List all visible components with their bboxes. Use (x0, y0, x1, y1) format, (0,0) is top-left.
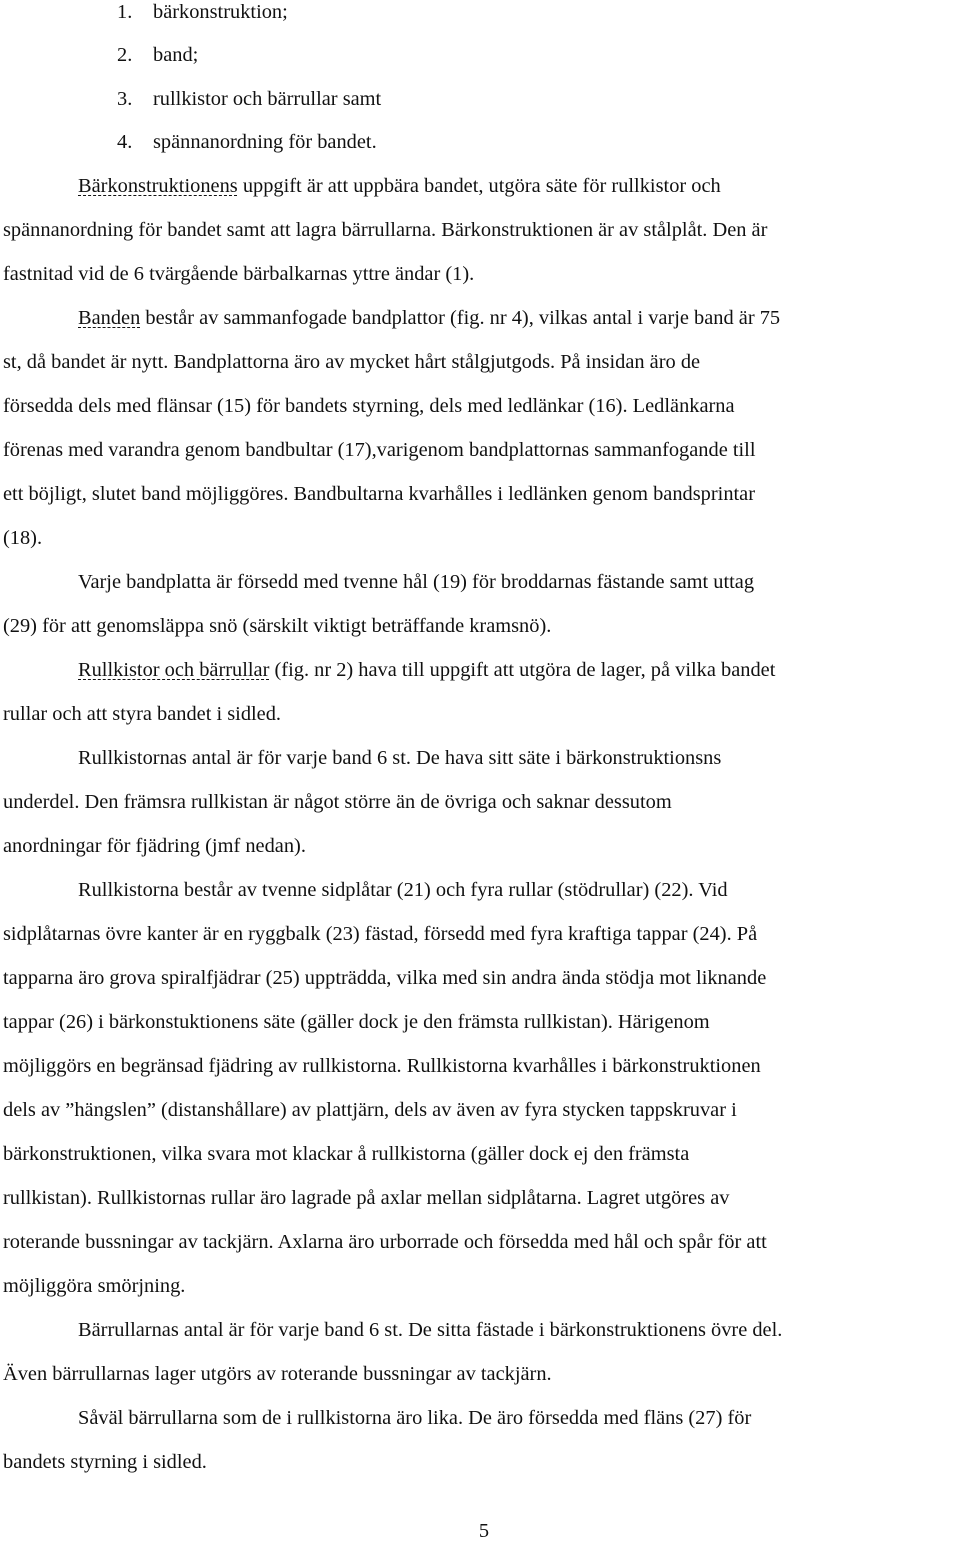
text-line: anordningar för fjädring (jmf nedan). (3, 835, 306, 857)
text-line: (18). (3, 527, 43, 549)
text-line: st, då bandet är nytt. Bandplattorna äro av mycket hårt stålgjutgods. På insidan äro de (3, 351, 701, 373)
text-line: Rullkistor och bärrullar (fig. nr 2) hava till uppgift att utgöra de lager, på vilka bandet (78, 659, 776, 681)
page-number: 5 (478, 1520, 490, 1542)
text-line: försedda dels med flänsar (15) för bandets styrning, dels med ledlänkar (16). Ledlänkarna (3, 395, 735, 417)
text-line: förenas med varandra genom bandbultar (17),varigenom bandplattornas sammanfogande till (3, 439, 756, 461)
section-term: Rullkistor och bärrullar (78, 659, 270, 681)
text-line: spännanordning för bandet samt att lagra bärrullarna. Bärkonstruktionen är av stålplåt. Den är (3, 219, 768, 241)
list-item-text: spännanordning för bandet. (153, 131, 377, 153)
list-item-number: 1. (117, 1, 133, 23)
list-item-text: rullkistor och bärrullar samt (153, 88, 382, 110)
text-line: Rullkistornas antal är för varje band 6 st. De hava sitt säte i bärkonstruktionsns (78, 747, 722, 769)
text-line: rullar och att styra bandet i sidled. (3, 703, 282, 725)
text-line: Rullkistorna består av tvenne sidplåtar (21) och fyra rullar (stödrullar) (22). Vid (78, 879, 728, 901)
text-line: Även bärrullarnas lager utgörs av roterande bussningar av tackjärn. (3, 1363, 552, 1385)
text-line: möjliggöra smörjning. (3, 1275, 186, 1297)
text-line: Bärkonstruktionens uppgift är att uppbära bandet, utgöra säte för rullkistor och (78, 175, 721, 197)
text-line: Bärrullarnas antal är för varje band 6 st. De sitta fästade i bärkonstruktionens övre del. (78, 1319, 783, 1341)
text-line: ett böjligt, slutet band möjliggöres. Bandbultarna kvarhålles i ledlänken genom bandsprintar (3, 483, 756, 505)
section-term: Bärkonstruktionens (78, 175, 238, 197)
list-item-number: 4. (117, 131, 133, 153)
text-line: roterande bussningar av tackjärn. Axlarna äro urborrade och försedda med hål och spår för att (3, 1231, 767, 1253)
text-line: fastnitad vid de 6 tvärgående bärbalkarnas yttre ändar (1). (3, 263, 475, 285)
text-line: Varje bandplatta är försedd med tvenne hål (19) för broddarnas fästande samt uttag (78, 571, 755, 593)
section-term: Banden (78, 307, 141, 329)
list-item-number: 3. (117, 88, 133, 110)
text-line: tapparna äro grova spiralfjädrar (25) uppträdda, vilka med sin andra ända stödja mot liknande (3, 967, 767, 989)
text-line: underdel. Den främsra rullkistan är något större än de övriga och saknar dessutom (3, 791, 672, 813)
list-item-text: band; (153, 44, 199, 66)
text-line: dels av ”hängslen” (distanshållare) av plattjärn, dels av även av fyra stycken tappskruvar i (3, 1099, 737, 1121)
list-item-text: bärkonstruktion; (153, 1, 288, 23)
text-line: bärkonstruktionen, vilka svara mot klackar å rullkistorna (gäller dock ej den främsta (3, 1143, 690, 1165)
text-line: Banden består av sammanfogade bandplattor (fig. nr 4), vilkas antal i varje band är 75 (78, 307, 781, 329)
list-item-number: 2. (117, 44, 133, 66)
text-line: bandets styrning i sidled. (3, 1451, 207, 1473)
text-line: möjliggörs en begränsad fjädring av rullkistorna. Rullkistorna kvarhålles i bärkonstruktionen (3, 1055, 761, 1077)
text-line: tappar (26) i bärkonstuktionens säte (gäller dock je den främsta rullkistan). Härigenom (3, 1011, 710, 1033)
text-line: sidplåtarnas övre kanter är en ryggbalk (23) fästad, försedd med fyra kraftiga tappar (24). På (3, 923, 758, 945)
text-line: Såväl bärrullarna som de i rullkistorna äro lika. De äro försedda med fläns (27) för (78, 1407, 752, 1429)
text-line: (29) för att genomsläppa snö (särskilt viktigt beträffande kramsnö). (3, 615, 552, 637)
text-line: rullkistan). Rullkistornas rullar äro lagrade på axlar mellan sidplåtarna. Lagret utgöres av (3, 1187, 730, 1209)
